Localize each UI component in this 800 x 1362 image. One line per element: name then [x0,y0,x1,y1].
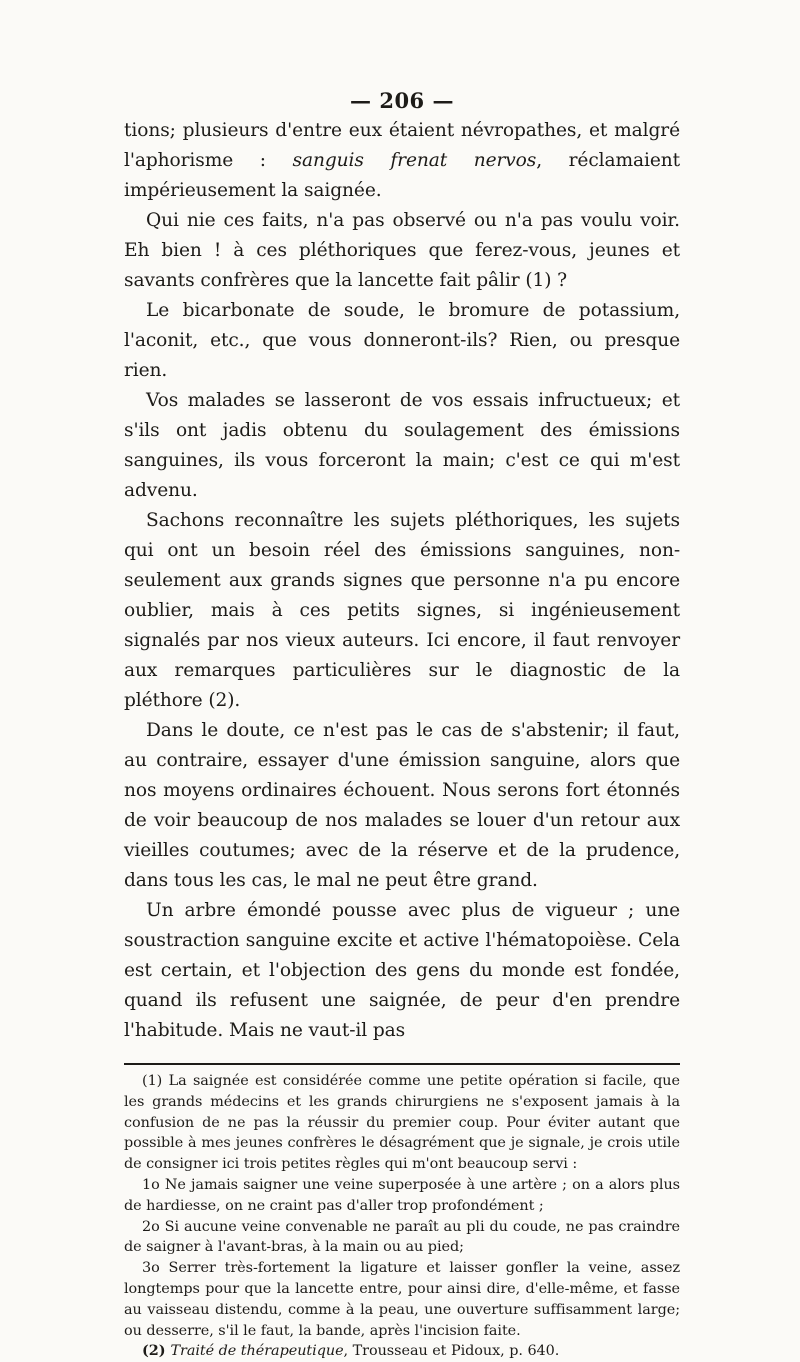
footnote-2-title: Traité de thérapeutique [170,1343,344,1360]
footnote-2 [124,1341,680,1362]
paragraph: Dans le doute, ce n'est pas le cas de s'abstenir; il faut, au contraire, essayer d'une émission sanguine, alors que nos moyens ordinaires échouent. Nous serons fort étonnés de voir beaucoup de nos malades se louer d'un retour aux vieilles coutumes; avec de la réserve et de la prudence, dans tous les cas, le mal ne peut être grand. [124,720,680,891]
paragraph: Le bicarbonate de soude, le bromure de potassium, l'aconit, etc., que vous donneront-ils? Rien, ou presque rien. [124,300,680,381]
paragraph: Vos malades se lasseront de vos essais infructueux; et s'ils ont jadis obtenu du soulagement des émissions sanguines, ils vous forceront la main; c'est ce qui m'est advenu. [124,390,680,501]
page-number: — 206 — [350,88,454,113]
footnote-1: (1) La saignée est considérée comme une petite opération si facile, que les grands médecins et les grands chirurgiens ne s'exposent jamais à la confusion de ne pas la réussir du premier coup. Pour éviter autant que possible à mes jeunes confrères le désagrément que je signale, je crois utile de consigner ici trois petites règles qui m'ont beaucoup servi : [124,1073,680,1173]
paragraph-text: tions; plusieurs d'entre eux étaient névropathes, et malgré l'aphorisme : [124,120,680,171]
paragraph: Un arbre émondé pousse avec plus de vigueur ; une soustraction sanguine excite et active l'hématopoièse. Cela est certain, et l'objection des gens du monde est fondée, quand ils refusent une saignée, de peur d'en prendre l'habitude. Mais ne vaut-il pas [124,900,680,1041]
footnote-1-rule-2: 2o Si aucune veine convenable ne paraît au pli du coude, ne pas craindre de saigner à l'avant-bras, à la main ou au pied; [124,1218,680,1256]
footnote-1-rule-1: 1o Ne jamais saigner une veine superposée à une artère ; on a alors plus de hardiesse, on ne craint pas d'aller trop profondément ; [124,1176,680,1214]
main-text [124,116,680,1046]
footnote-2-number: (2) [142,1342,171,1360]
footnote-2-source: , Trousseau et Pidoux, p. 640. [343,1343,560,1360]
paragraph-text: , réclamaient impérieusement la saignée. [124,150,680,201]
footnote-divider [124,1063,680,1065]
paragraph: Qui nie ces faits, n'a pas observé ou n'a pas voulu voir. Eh bien ! à ces pléthoriques que ferez-vous, jeunes et savants confrères que la lancette fait pâlir (1) ? [124,210,680,291]
footnote-1-rule-3: 3o Serrer très-fortement la ligature et laisser gonfler la veine, assez longtemps pour que la lancette entre, pour ainsi dire, d'elle-même, et fasse au vaisseau distendu, comme à la peau, une ouverture suffisamment large; ou desserre, s'il le faut, la bande, après l'incision faite. [124,1260,680,1339]
paragraph: Sachons reconnaître les sujets pléthoriques, les sujets qui ont un besoin réel des émissions sanguines, non-seulement aux grands signes que personne n'a pu encore oublier, mais à ces petits signes, si ingénieusement signalés par nos vieux auteurs. Ici encore, il faut renvoyer aux remarques particulières sur le diagnostic de la pléthore (2). [124,510,680,711]
book-page [124,86,680,1362]
latin-quote: sanguis frenat nervos [292,150,537,171]
footnotes [124,1071,680,1362]
paragraph-continuation [124,116,680,206]
